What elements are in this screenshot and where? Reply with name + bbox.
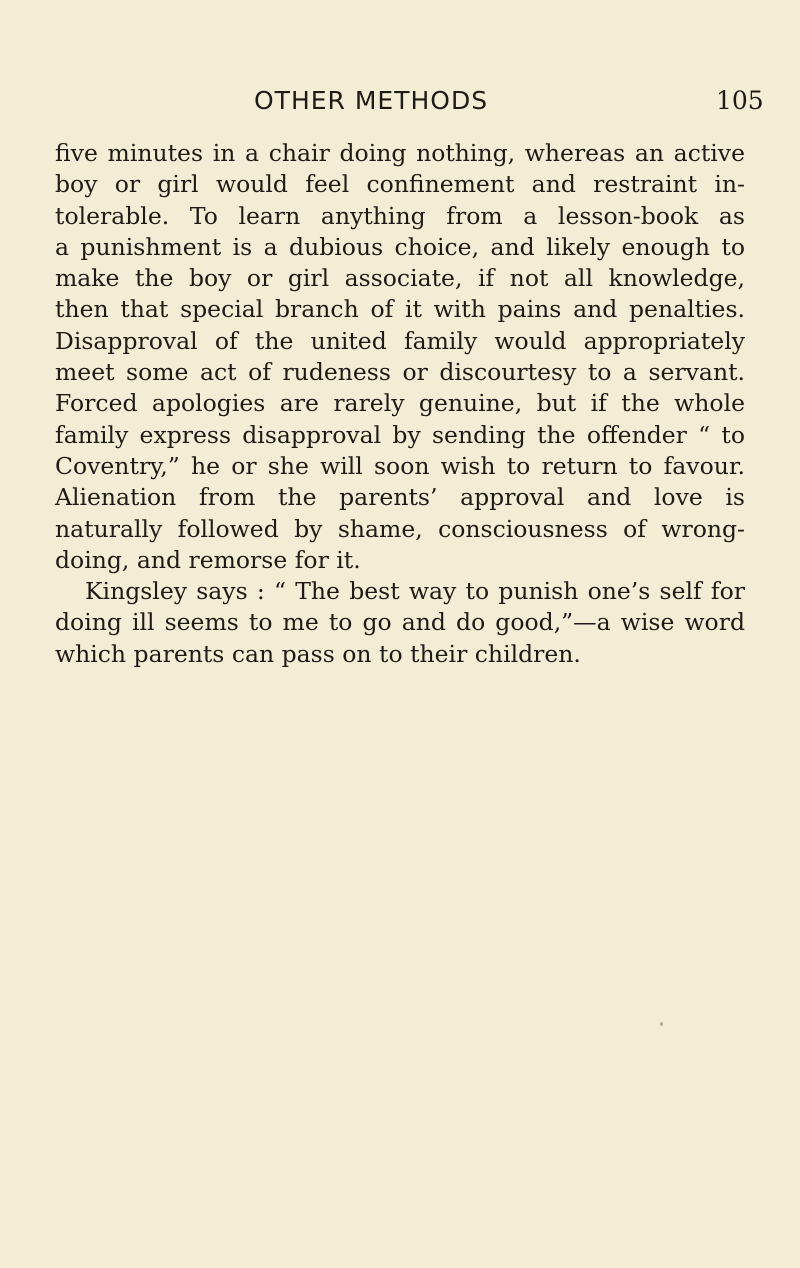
text-line: naturally followed by shame, consciousness of wrong- [55,514,745,543]
paragraph [55,576,745,670]
paper-speck [660,1022,663,1026]
text-line: a punishment is a dubious choice, and likely enough to [55,232,745,261]
text-line: Alienation from the parents’ approval and love is [55,483,745,512]
text-line: doing ill seems to me to go and do good,”—a wise word [55,608,745,637]
paragraph [55,138,745,576]
text-line: Kingsley says : “ The best way to punish one’s self for [85,577,745,606]
running-header [0,86,800,122]
text-line: doing, and remorse for it. [55,545,361,574]
text-line: which parents can pass on to their children. [55,639,581,668]
text-line: Coventry,” he or she will soon wish to return to favour. [55,451,745,480]
body-text [55,138,745,670]
text-line: Forced apologies are rarely genuine, but if the whole [55,389,745,418]
text-line: then that special branch of it with pains and penalties. [55,295,745,324]
page-number: 105 [716,86,764,115]
text-line: tolerable. To learn anything from a lesson-book as [55,201,745,230]
text-line: family express disapproval by sending the offender “ to [55,420,745,449]
text-line: five minutes in a chair doing nothing, whereas an active [55,139,745,167]
text-line: boy or girl would feel confinement and restraint in- [55,170,745,199]
text-line: make the boy or girl associate, if not all knowledge, [55,264,745,293]
text-line: meet some act of rudeness or discourtesy to a servant. [55,358,745,387]
chapter-title: OTHER METHODS [254,86,489,115]
text-line: Disapproval of the united family would appropriately [55,326,745,355]
